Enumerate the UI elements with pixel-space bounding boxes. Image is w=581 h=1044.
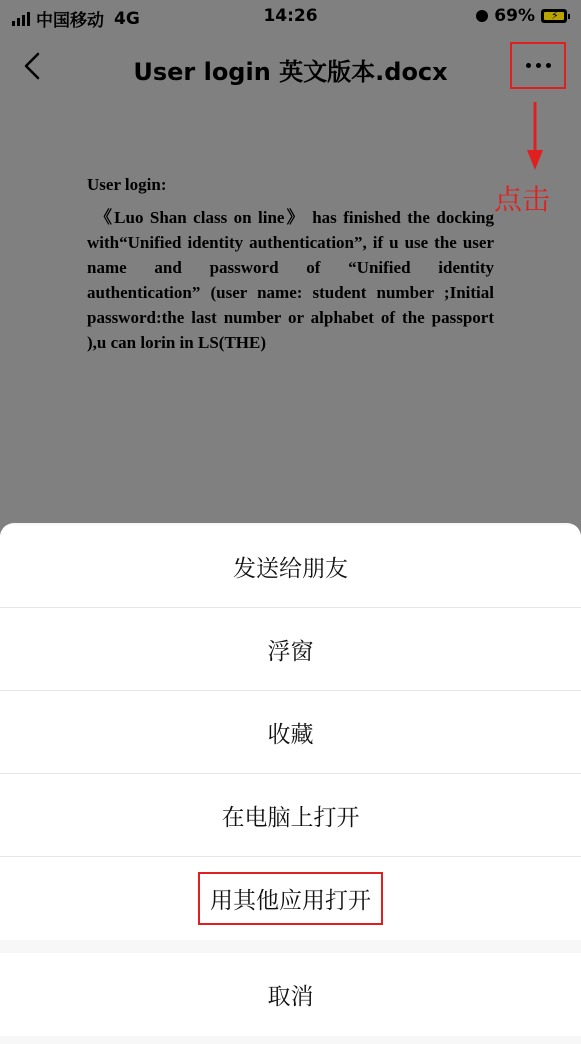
battery-percent: 69% — [494, 6, 535, 26]
highlight-box — [198, 872, 383, 925]
alarm-icon — [476, 10, 488, 22]
doc-heading: User login: — [87, 175, 167, 194]
action-sheet — [0, 523, 581, 1044]
sheet-item-label: 收藏 — [267, 721, 314, 748]
sheet-item-label: 发送给朋友 — [233, 555, 348, 582]
status-right — [476, 6, 567, 26]
send-to-friend-button[interactable] — [0, 525, 581, 608]
annotation-arrow-icon — [524, 102, 546, 172]
favorite-button[interactable] — [0, 691, 581, 774]
document-title: User login 英文版本.docx — [133, 58, 448, 86]
nav-bar — [0, 34, 581, 100]
battery-charging-icon: ⚡ — [541, 9, 567, 23]
open-with-other-app-button[interactable] — [0, 857, 581, 940]
sheet-item-label: 浮窗 — [267, 638, 314, 665]
document-content — [87, 172, 494, 355]
carrier-label: 中国移动 — [36, 11, 104, 31]
back-button[interactable] — [16, 48, 52, 84]
chevron-left-icon — [16, 48, 52, 84]
annotation-label: 点击 — [494, 183, 551, 216]
more-options-button[interactable] — [510, 42, 566, 89]
doc-paragraph: 《Luo Shan class on line》 has finished the docking with“Unified identity authentication”, if u use the user name and password of “Unified identity authentication” (user name: student number ;Initial password:the last number or alphabet of the passport ),u can lorin in LS(THE) — [87, 208, 494, 352]
more-dots-icon — [526, 63, 551, 68]
sheet-item-label: 用其他应用打开 — [210, 888, 371, 914]
sheet-item-label: 在电脑上打开 — [221, 804, 360, 831]
status-bar — [0, 0, 581, 34]
cancel-button[interactable] — [0, 953, 581, 1036]
cancel-label: 取消 — [267, 984, 314, 1010]
floating-window-button[interactable] — [0, 608, 581, 691]
network-label: 4G — [114, 8, 140, 29]
status-time: 14:26 — [263, 6, 318, 26]
open-on-computer-button[interactable] — [0, 774, 581, 857]
